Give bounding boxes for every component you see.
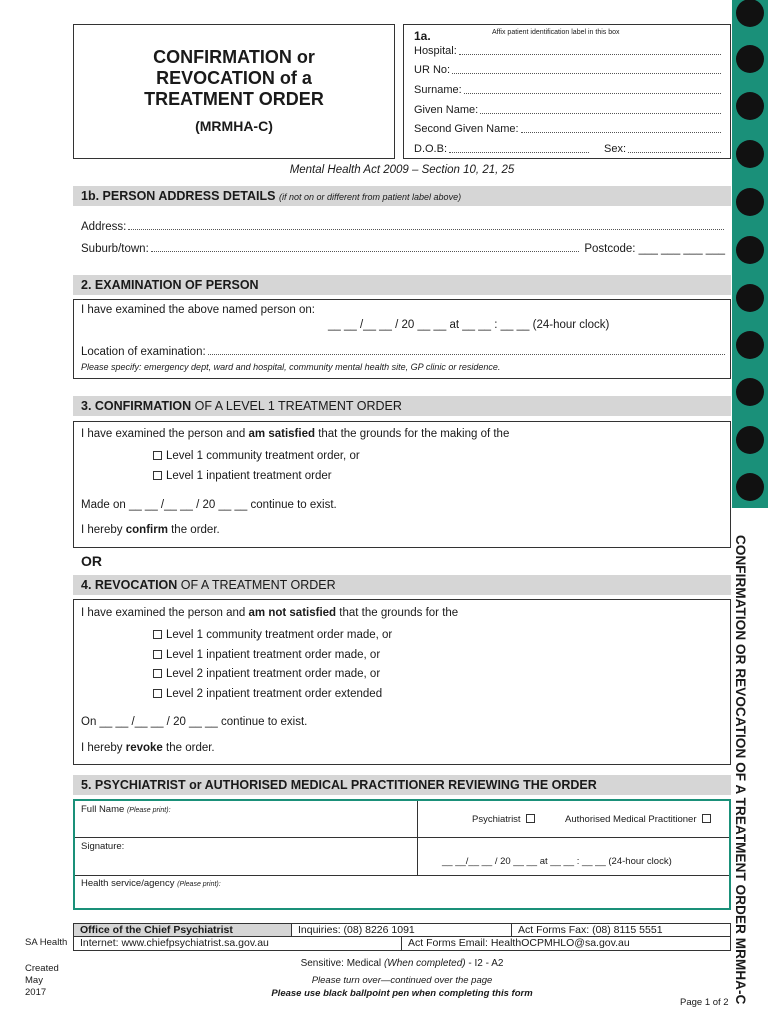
affix-note: Affix patient identification label in this box [492, 29, 620, 36]
sa-health-label: SA Health [25, 937, 68, 948]
dob-sex-row[interactable]: D.O.B: Sex: [414, 142, 722, 156]
psychiatrist-option[interactable]: Psychiatrist [472, 814, 539, 825]
checkbox[interactable] [153, 669, 162, 678]
act-reference: Mental Health Act 2009 – Section 10, 21, 25 [289, 164, 515, 176]
turn-over-note: Please turn over—continued over the page [311, 975, 493, 986]
amp-option[interactable]: Authorised Medical Practitioner [565, 814, 715, 825]
punch-hole [736, 140, 764, 168]
review-datetime-field[interactable]: __ __/__ __ / 20 __ __ at __ __ : __ __ (24-hour clock) [418, 838, 729, 876]
section-5-header: 5. PSYCHIATRIST or AUTHORISED MEDICAL PRACTITIONER REVIEWING THE ORDER [73, 775, 731, 795]
punch-hole [736, 92, 764, 120]
examined-label: I have examined the above named person on: [81, 304, 315, 316]
checkbox[interactable] [153, 451, 162, 460]
revoke-option-3[interactable]: Level 2 inpatient treatment order made, or [153, 668, 380, 680]
section-3-box [73, 421, 731, 548]
checkbox[interactable] [153, 650, 162, 659]
suburb-postcode-row[interactable]: Suburb/town: Postcode: ___ ___ ___ ___ [81, 243, 725, 255]
revoke-option-2[interactable]: Level 1 inpatient treatment order made, or [153, 649, 380, 661]
form-title-box [73, 24, 395, 159]
punch-hole [736, 236, 764, 264]
location-field[interactable]: Location of examination: [81, 346, 726, 358]
full-name-field[interactable]: Full Name (Please print): [75, 801, 418, 838]
confirmation-intro: I have examined the person and am satisfied that the grounds for the making of the [81, 428, 510, 440]
section-4-header: 4. REVOCATION OF A TREATMENT ORDER [73, 575, 731, 595]
revoke-statement: I hereby revoke the order. [81, 742, 215, 754]
punch-hole [736, 473, 764, 501]
second-given-name-field[interactable]: Second Given Name: [414, 122, 722, 136]
punch-hole [736, 284, 764, 312]
checkbox[interactable] [702, 814, 711, 823]
inquiries-phone: Inquiries: (08) 8226 1091 [292, 924, 512, 936]
made-on-date-field[interactable]: Made on __ __ /__ __ / 20 __ __ continue to exist. [81, 499, 337, 511]
office-name: Office of the Chief Psychiatrist [74, 924, 292, 936]
revoke-option-1[interactable]: Level 1 community treatment order made, or [153, 629, 392, 641]
revoke-option-4[interactable]: Level 2 inpatient treatment order extended [153, 688, 382, 700]
revoke-date-field[interactable]: On __ __ /__ __ / 20 __ __ continue to exist. [81, 716, 308, 728]
hospital-field[interactable]: Hospital: [414, 44, 722, 58]
patient-label-box [403, 24, 731, 159]
practitioner-type [418, 801, 729, 838]
side-binding-strip [732, 0, 768, 508]
level1-community-option[interactable]: Level 1 community treatment order, or [153, 450, 360, 462]
title-line: REVOCATION of a [156, 68, 312, 88]
section-5-box [73, 799, 731, 910]
surname-field[interactable]: Surname: [414, 83, 722, 97]
page-number: Page 1 of 2 [680, 997, 729, 1008]
punch-hole [736, 378, 764, 406]
punch-hole [736, 426, 764, 454]
ur-no-field[interactable]: UR No: [414, 63, 722, 77]
given-name-field[interactable]: Given Name: [414, 103, 722, 117]
fax-number: Act Forms Fax: (08) 8115 5551 [518, 924, 663, 936]
or-divider: OR [81, 553, 102, 569]
checkbox[interactable] [153, 630, 162, 639]
section-1b-header: 1b. PERSON ADDRESS DETAILS (if not on or different from patient label above) [73, 186, 731, 206]
section-1a-heading: 1a. [414, 29, 431, 43]
location-hint: Please specify: emergency dept, ward and hospital, community mental health site, GP clinic or residence. [81, 362, 501, 372]
punch-hole [736, 331, 764, 359]
checkbox[interactable] [526, 814, 535, 823]
revocation-intro: I have examined the person and am not satisfied that the grounds for the [81, 607, 459, 619]
title-line: TREATMENT ORDER [144, 89, 324, 109]
section-2-header: 2. EXAMINATION OF PERSON [73, 275, 731, 295]
side-title: CONFIRMATION OR REVOCATION OF A TREATMENT ORDER MRMHA-C [733, 535, 748, 1005]
title-line: CONFIRMATION or [153, 47, 315, 67]
confirm-statement: I hereby confirm the order. [81, 524, 220, 536]
examination-datetime-field[interactable]: __ __ /__ __ / 20 __ __ at __ __ : __ __ (24-hour clock) [328, 319, 610, 331]
sensitivity-note: Sensitive: Medical (When completed) - I2 - A2 [300, 958, 504, 969]
punch-hole [736, 0, 764, 27]
section-2-box [73, 299, 731, 379]
form-code: (MRMHA-C) [195, 118, 273, 134]
address-field[interactable]: Address: [81, 221, 725, 233]
punch-hole [736, 188, 764, 216]
checkbox[interactable] [153, 689, 162, 698]
section-4-box [73, 599, 731, 765]
health-service-field[interactable]: Health service/agency (Please print): [81, 878, 221, 889]
email-link[interactable]: Act Forms Email: HealthOCPMHLO@sa.gov.au [408, 937, 630, 949]
section-3-header: 3. CONFIRMATION OF A LEVEL 1 TREATMENT ORDER [73, 396, 731, 416]
checkbox[interactable] [153, 471, 162, 480]
punch-hole [736, 45, 764, 73]
signature-field[interactable]: Signature: [75, 838, 418, 876]
website-link[interactable]: Internet: www.chiefpsychiatrist.sa.gov.au [74, 937, 402, 950]
level1-inpatient-option[interactable]: Level 1 inpatient treatment order [153, 470, 332, 482]
created-date: Created May 2017 [25, 963, 59, 998]
contact-table [73, 923, 731, 951]
ballpoint-note: Please use black ballpoint pen when completing this form [271, 988, 533, 999]
